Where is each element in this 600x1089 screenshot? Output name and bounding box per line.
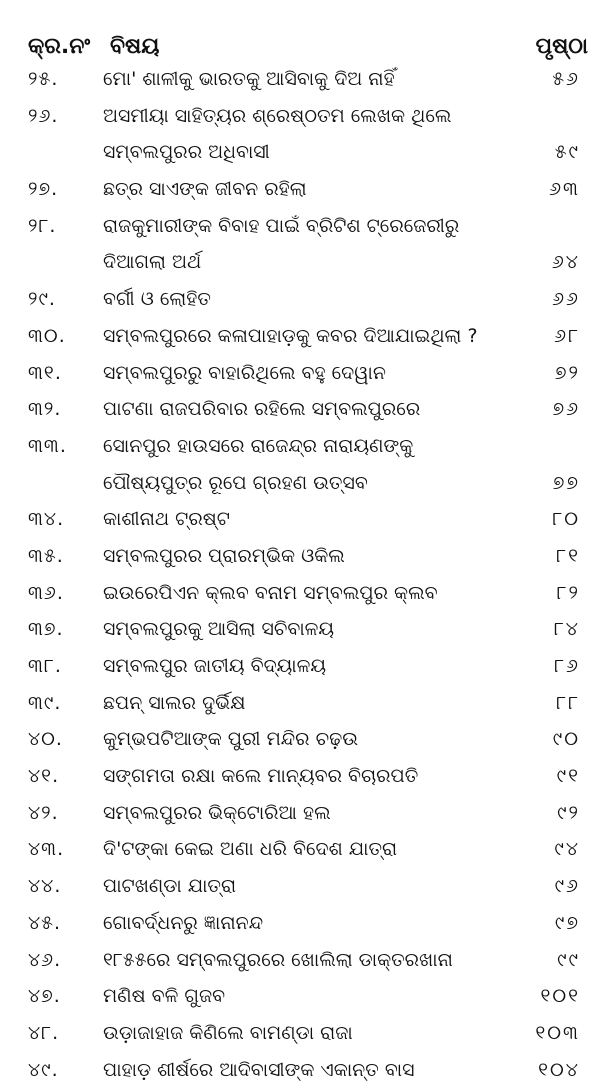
- contents-entry: [0, 172, 600, 209]
- entry-page-number: ୯୧: [556, 765, 580, 788]
- entry-line: [0, 979, 600, 1016]
- entry-line: [0, 1053, 600, 1089]
- contents-entry: [0, 99, 600, 172]
- entry-line: [0, 576, 600, 613]
- entry-page-number: ୯୦: [552, 728, 580, 751]
- entry-page-number: ୯୬: [554, 875, 580, 898]
- entry-line: [0, 392, 600, 429]
- entry-line: [0, 502, 600, 539]
- contents-entry: [0, 319, 600, 356]
- entry-title: ବର୍ଗୀ ଓ ଲୋହିତ: [103, 288, 211, 311]
- entry-title: ୧୮୫୫ରେ ସମ୍ବଲପୁରରେ ଖୋଲିଲା ଡାକ୍ତରଖାନା: [103, 948, 453, 971]
- entry-page-number: ୮୧: [556, 544, 580, 567]
- entry-line: [0, 686, 600, 723]
- entry-line: [0, 722, 600, 759]
- entry-line: [0, 943, 600, 980]
- entry-line: [0, 466, 600, 503]
- entry-line: [0, 172, 600, 209]
- entry-number: ୩୩.: [28, 434, 67, 457]
- entry-page-number: ୧୦୪: [538, 1058, 580, 1081]
- entry-number: ୨୮.: [28, 214, 57, 237]
- entry-line: [0, 209, 600, 246]
- entry-line: [0, 429, 600, 466]
- entry-number: ୪୭.: [28, 985, 61, 1008]
- entry-title: ସମ୍ବଲପୁରରୁ ବାହାରିଥିଲେ ବହୁ ଦେୱାନ: [103, 361, 386, 384]
- serial-number-heading: କ୍ର.ନଂ: [28, 34, 91, 59]
- entry-line: [0, 62, 600, 99]
- entry-title: ସଙ୍ଗମତା ରକ୍ଷା କଲେ ମାନ୍ୟବର ବିଚାରପତି: [103, 765, 419, 788]
- contents-entry: [0, 429, 600, 502]
- entry-page-number: ୯୨: [557, 801, 580, 824]
- entry-number: ୪୧.: [28, 765, 60, 788]
- contents-entry: [0, 392, 600, 429]
- entry-line: [0, 282, 600, 319]
- entry-number: ୪୬.: [28, 948, 62, 971]
- entry-page-number: ୯୪: [554, 838, 580, 861]
- entry-title: ମୋ' ଶାଳୀକୁ ଭାରତକୁ ଆସିବାକୁ ଦିଅ ନାହିଁ: [103, 68, 395, 90]
- contents-entry: [0, 282, 600, 319]
- entry-page-number: ୬୮: [554, 324, 580, 347]
- entry-title: ଇଉରେପିଏନ କ୍ଲବ ବନାମ ସମ୍ବଲପୁର କ୍ଲବ: [103, 581, 438, 604]
- entry-title: ଛପନ୍ ସାଲର ଦୁର୍ଭିକ୍ଷ: [103, 691, 246, 714]
- entry-title: ଗୋବର୍ଦ୍ଧନରୁ ଜ୍ଞାନାନନ୍ଦ: [103, 911, 264, 934]
- entry-page-number: ୮୦: [552, 508, 580, 531]
- contents-entry: [0, 796, 600, 833]
- contents-entry: [0, 649, 600, 686]
- entry-title: ଦିଆଗଲା ଅର୍ଥ: [103, 251, 202, 274]
- entry-page-number: ୬୬: [552, 288, 580, 311]
- page-heading: ପୃଷ୍ଠା: [535, 34, 588, 59]
- entry-number: ୪୨.: [28, 801, 59, 824]
- entry-number: ୪୯.: [28, 1058, 59, 1081]
- contents-entry: [0, 906, 600, 943]
- entry-title: ଛତ୍ର ସାଏଙ୍କ ଜୀବନ ରହିଲା: [103, 178, 307, 201]
- entry-page-number: ୯୭: [554, 911, 580, 934]
- entry-number: ୩୦.: [28, 324, 66, 347]
- contents-entry: [0, 356, 600, 393]
- entry-page-number: ୬୩: [549, 178, 580, 201]
- entry-number: ୨୬.: [28, 104, 59, 127]
- entry-title: ସମ୍ବଲପୁରରେ କଳାପାହାଡ଼କୁ କବର ଦିଆଯାଇଥିଲା ?: [103, 324, 478, 347]
- entry-line: [0, 649, 600, 686]
- entry-title: ସମ୍ବଲପୁର ଜାତୀୟ ବିଦ୍ୟାଳୟ: [103, 655, 327, 677]
- contents-entry: [0, 539, 600, 576]
- contents-list: [0, 62, 600, 1089]
- entry-title: ଅସମୀୟା ସାହିତ୍ୟର ଶ୍ରେଷ୍ଠତମ ଲେଖକ ଥିଲେ: [103, 104, 452, 127]
- entry-number: ୩୬.: [28, 581, 64, 604]
- entry-page-number: ୬୪: [551, 251, 580, 274]
- entry-page-number: ୮୬: [554, 655, 580, 677]
- entry-number: ୩୪.: [28, 508, 65, 531]
- contents-entry: [0, 722, 600, 759]
- entry-page-number: ୮୪: [553, 618, 580, 641]
- entry-number: ୩୧.: [28, 361, 62, 384]
- entry-title: ସମ୍ବଲପୁରର ପ୍ରାରମ୍ଭିକ ଓକିଲ: [103, 544, 345, 567]
- entry-page-number: ୯୯: [557, 948, 580, 971]
- contents-entry: [0, 1053, 600, 1089]
- entry-line: [0, 869, 600, 906]
- entry-number: ୨୭.: [28, 178, 59, 201]
- contents-entry: [0, 832, 600, 869]
- entry-number: ୩୫.: [28, 544, 64, 567]
- entry-number: ୪୦.: [28, 728, 63, 751]
- entry-page-number: ୧୦୧: [540, 985, 580, 1008]
- contents-entry: [0, 759, 600, 796]
- contents-entry: [0, 209, 600, 282]
- entry-line: [0, 612, 600, 649]
- entry-line: [0, 1016, 600, 1053]
- entry-page-number: ୭୭: [552, 471, 580, 494]
- entry-number: ୨୯.: [28, 288, 56, 311]
- entry-title: ସମ୍ବଲପୁରର ଅଧିବାସୀ: [103, 141, 270, 164]
- entry-line: [0, 245, 600, 282]
- entry-title: ପାହାଡ଼ ଶୀର୍ଷରେ ଆଦିବାସୀଙ୍କ ଏକାନ୍ତ ବାସ: [103, 1058, 415, 1081]
- entry-title: ପାଟଖଣ୍ଡା ଯାତ୍ରା: [103, 875, 237, 898]
- entry-page-number: ୭୬: [552, 398, 580, 421]
- entry-line: [0, 796, 600, 833]
- entry-number: ୩୯.: [28, 691, 62, 714]
- entry-number: ୪୮.: [28, 1021, 60, 1044]
- subject-heading: ବିଷୟ: [110, 34, 160, 59]
- contents-entry: [0, 979, 600, 1016]
- contents-entry: [0, 612, 600, 649]
- entry-number: ୩୭.: [28, 618, 64, 641]
- entry-line: [0, 319, 600, 356]
- entry-line: [0, 759, 600, 796]
- entry-number: ୪୪.: [28, 875, 62, 898]
- entry-title: ମଣିଷ ବଳି ଗୁଜବ: [103, 985, 226, 1008]
- entry-line: [0, 906, 600, 943]
- entry-page-number: ୮୨: [556, 581, 580, 604]
- entry-line: [0, 832, 600, 869]
- entry-title: ସୋନପୁର ହାଉସରେ ରାଜେନ୍ଦ୍ର ନାରାୟଣଙ୍କୁ: [103, 434, 414, 457]
- entry-line: [0, 135, 600, 172]
- entry-title: ସମ୍ବଲପୁରର ଭିକ୍ଟୋରିଆ ହଲ: [103, 801, 331, 824]
- entry-number: ୪୫.: [28, 911, 62, 934]
- entry-line: [0, 99, 600, 136]
- contents-header: [0, 34, 600, 64]
- entry-page-number: ୫୬: [552, 68, 580, 90]
- entry-title: ପାଟଣା ରାଜପରିବାର ରହିଲେ ସମ୍ବଲପୁରରେ: [103, 398, 421, 421]
- entry-page-number: ୭୨: [554, 361, 580, 384]
- contents-entry: [0, 502, 600, 539]
- entry-line: [0, 356, 600, 393]
- entry-number: ୩୮.: [28, 655, 62, 677]
- entry-number: ୪୩.: [28, 838, 65, 861]
- entry-line: [0, 539, 600, 576]
- entry-number: ୨୫.: [28, 68, 59, 90]
- contents-entry: [0, 576, 600, 613]
- contents-entry: [0, 1016, 600, 1053]
- contents-entry: [0, 62, 600, 99]
- entry-number: ୩୨.: [28, 398, 62, 421]
- entry-page-number: ୫୯: [554, 141, 580, 164]
- entry-page-number: ୮୮: [556, 691, 580, 714]
- entry-title: ଉଡ଼ାଜାହାଜ କିଣିଲେ ବାମଣ୍ଡା ରାଜା: [103, 1021, 353, 1044]
- entry-title: କାଶୀନାଥ ଟ୍ରଷ୍ଟ: [103, 508, 230, 531]
- entry-title: ପୌଷ୍ୟପୁତ୍ର ରୂପେ ଗ୍ରହଣ ଉତ୍ସବ: [103, 471, 368, 494]
- entry-title: ଦି'ଟଙ୍କା କେଇ ଅଣା ଧରି ବିଦେଶ ଯାତ୍ରା: [103, 838, 398, 861]
- contents-entry: [0, 943, 600, 980]
- entry-title: ରାଜକୁମାରୀଙ୍କ ବିବାହ ପାଇଁ ବ୍ରିଟିଶ ଟ୍ରେଜେରୀରୁ: [103, 214, 460, 237]
- contents-entry: [0, 686, 600, 723]
- entry-title: କୁମ୍ଭପଟିଆଙ୍କ ପୁରୀ ମନ୍ଦିର ଚଢ଼ଉ: [103, 728, 359, 751]
- entry-page-number: ୧୦୩: [535, 1021, 580, 1044]
- contents-entry: [0, 869, 600, 906]
- entry-title: ସମ୍ବଲପୁରକୁ ଆସିଲା ସଚିବାଳୟ: [103, 618, 335, 641]
